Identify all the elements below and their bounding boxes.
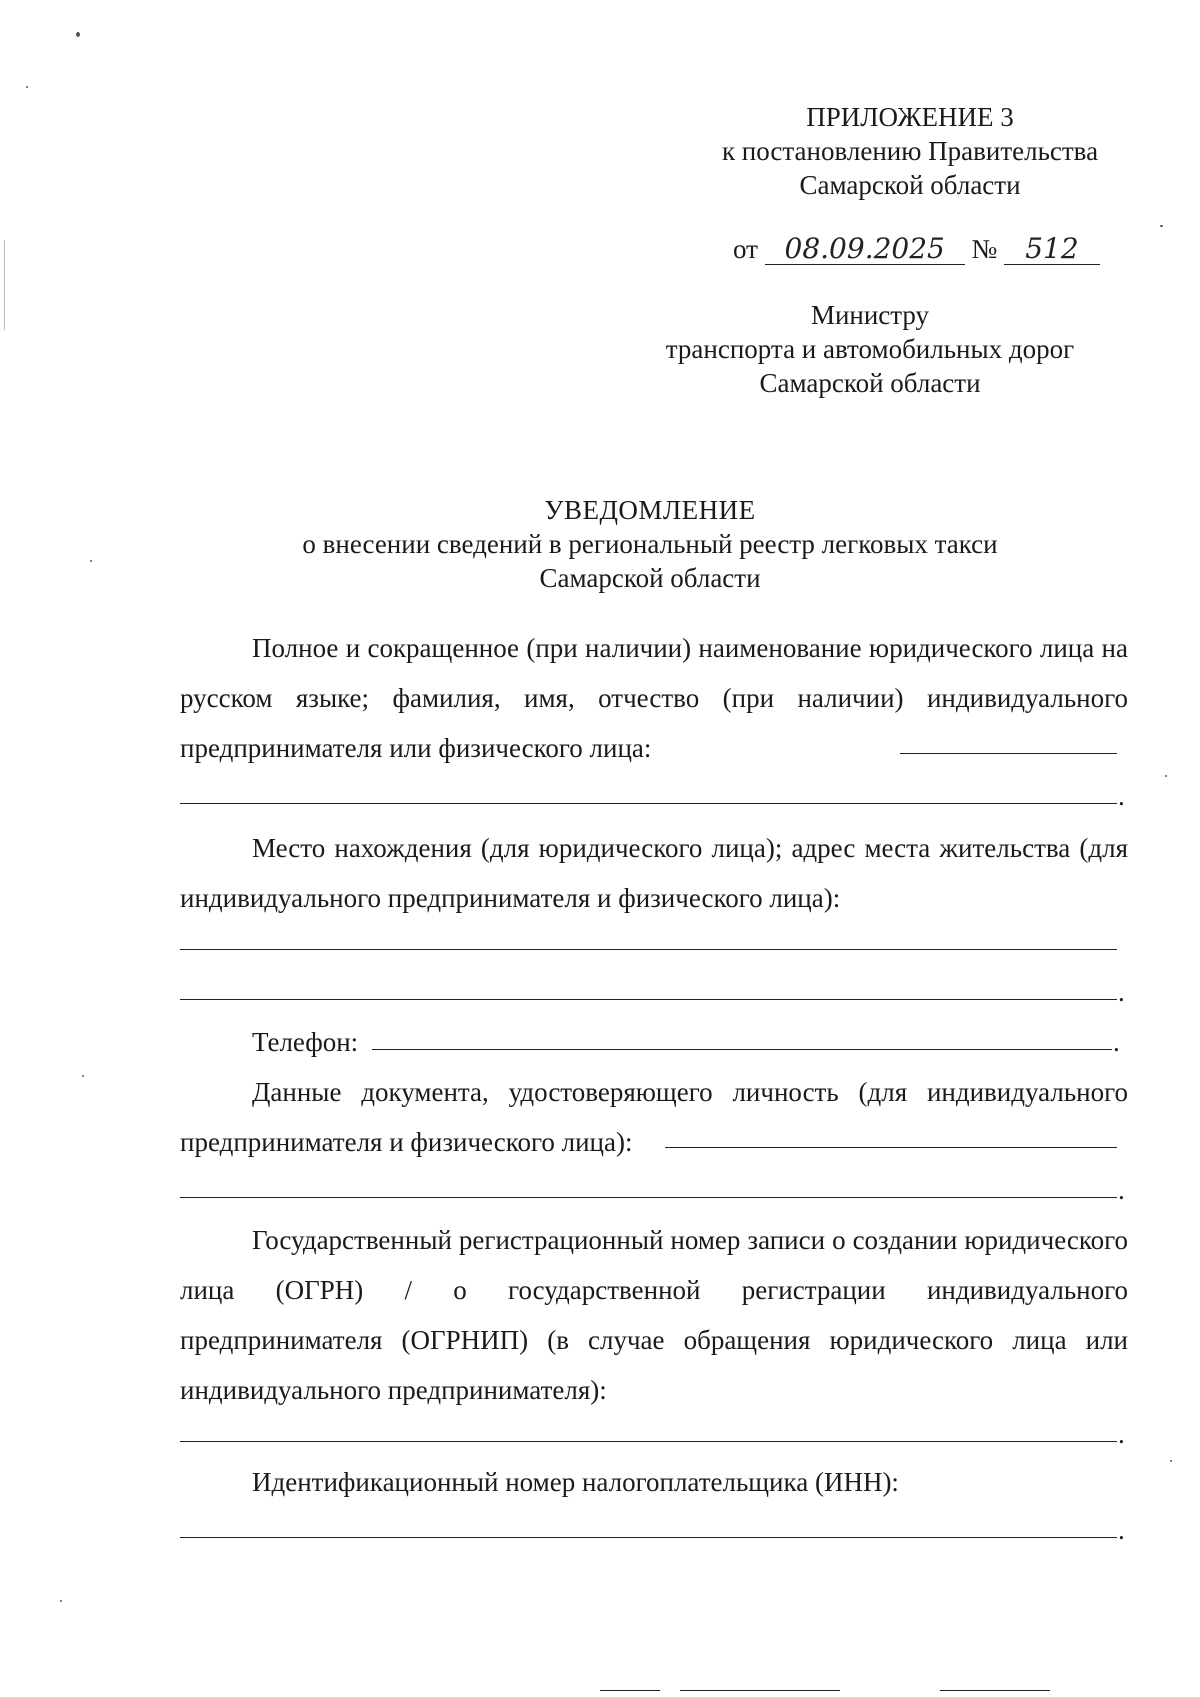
name-field-text-1: Полное и сокращенное (при наличии) наименование юридического лица на русском языке; фамилия, имя, отчество (при наличии) [180,633,1128,713]
scan-speck [26,86,28,88]
handwritten-number: 512 [1004,234,1100,265]
identity-doc-fill-line[interactable] [180,1197,1117,1198]
inn-fill-dot: . [1118,1515,1125,1545]
scan-speck [1160,225,1163,227]
recipient-line-2: транспорта и автомобильных дорог [665,334,1075,364]
ogrn-field-label [180,1215,1128,1415]
identity-doc-field-label [180,1067,1128,1167]
bottom-edge-mark-1 [600,1690,660,1691]
recipient-line-1: Министру [810,300,930,330]
date-prefix: от [733,234,758,264]
appendix-region: Самарской области [799,170,1021,200]
phone-fill-line[interactable] [372,1049,1112,1050]
name-fill-line[interactable] [180,803,1117,804]
document-title: УВЕДОМЛЕНИЕ [544,495,756,525]
number-prefix: № [971,234,998,264]
address-field-label [180,823,1128,923]
scan-speck [90,560,92,562]
ogrn-fill-dot: . [1118,1419,1125,1449]
inn-fill-line[interactable] [180,1537,1117,1538]
recipient-line-3: Самарской области [759,368,981,398]
ogrn-fill-line[interactable] [180,1441,1117,1442]
inn-field-label [180,1457,1128,1507]
document-subtitle: о внесении сведений в региональный реестр легковых такси [302,529,998,559]
ogrn-field-text: Государственный регистрационный номер записи о создании юридического лица (ОГРН) / о государственной регистрации индивидуального предпринимателя (ОГРНИП) (в случае обращения юридического лица или индивидуального предпринимателя): [180,1225,1128,1405]
scan-edge-mark [4,240,5,330]
scan-speck [60,1600,62,1602]
scan-speck [82,1075,84,1077]
identity-doc-text-1: Данные документа, удостоверяющего личность (для индивидуального [252,1077,1128,1107]
bottom-edge-mark-2 [680,1690,840,1691]
address-field-text: Место нахождения (для юридического лица); адрес места жительства (для индивидуального предпринимателя и физического лица): [180,833,1128,913]
handwritten-date: 08.09.2025 [765,234,965,265]
address-fill-line-2[interactable] [180,999,1117,1000]
identity-doc-fill-dot: . [1118,1175,1125,1205]
scan-speck [1170,1460,1172,1462]
scan-speck [1165,775,1167,777]
appendix-subtitle: к постановлению Правительства [721,136,1099,166]
phone-fill-dot: . [1113,1027,1120,1057]
name-fill-line-inline[interactable] [900,753,1117,754]
phone-label: Телефон: [252,1027,359,1057]
phone-field [180,1017,1128,1067]
name-field-text-2: индивидуального предпринимателя или физического лица: [180,683,1129,763]
address-fill-dot: . [1118,977,1125,1007]
document-title-block [180,493,1120,595]
bottom-edge-mark-3 [940,1690,1050,1691]
document-subtitle-region: Самарской области [539,563,761,593]
name-field-label [180,623,1128,773]
identity-doc-fill-line-inline[interactable] [665,1147,1117,1148]
recipient-block [640,298,1100,400]
resolution-date-number [733,232,1100,266]
appendix-header [700,100,1120,202]
appendix-title: ПРИЛОЖЕНИЕ 3 [806,102,1014,132]
name-fill-dot: . [1118,781,1125,811]
scan-speck [76,32,80,37]
address-fill-line-1[interactable] [180,949,1117,950]
inn-label: Идентификационный номер налогоплательщика (ИНН): [252,1467,899,1497]
identity-doc-text-2: предпринимателя и физического лица): [180,1127,633,1157]
